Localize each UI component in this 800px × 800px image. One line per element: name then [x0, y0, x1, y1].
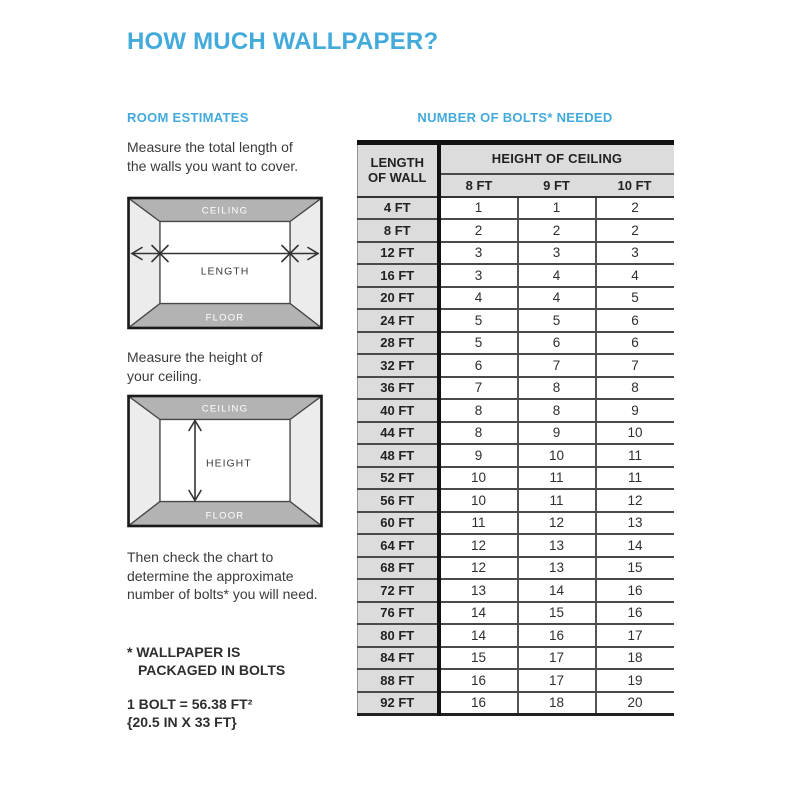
wall-length-cell: 52 FT — [358, 467, 439, 490]
wall-length-cell: 84 FT — [358, 647, 439, 670]
text-line: determine the approximate — [127, 567, 294, 584]
wall-length-cell: 48 FT — [358, 444, 439, 467]
bolt-count-cell: 20 — [596, 692, 674, 715]
column-header-8ft: 8 FT — [439, 174, 518, 197]
bolt-count-cell: 17 — [518, 669, 596, 692]
bolt-count-cell: 12 — [439, 534, 518, 557]
bolt-count-cell: 5 — [596, 287, 674, 310]
column-header-10ft: 10 FT — [596, 174, 674, 197]
wall-length-cell: 4 FT — [358, 197, 439, 220]
text-line: * WALLPAPER IS — [127, 644, 241, 660]
text-line: 1 BOLT = 56.38 FT² — [127, 696, 253, 712]
room-estimates-heading: ROOM ESTIMATES — [127, 110, 249, 125]
bolt-count-cell: 2 — [596, 219, 674, 242]
length-room-diagram — [127, 196, 323, 330]
bolt-count-cell: 13 — [596, 512, 674, 535]
table-row — [358, 557, 674, 580]
bolt-count-cell: 16 — [439, 669, 518, 692]
bolt-count-cell: 10 — [439, 489, 518, 512]
bolt-count-cell: 3 — [439, 264, 518, 287]
wall-length-cell: 68 FT — [358, 557, 439, 580]
floor-label: FLOOR — [205, 312, 245, 324]
wall-length-cell: 8 FT — [358, 219, 439, 242]
bolts-table-body — [358, 197, 674, 715]
wall-length-cell: 12 FT — [358, 242, 439, 265]
page-title: HOW MUCH WALLPAPER? — [127, 28, 439, 55]
wall-length-cell: 64 FT — [358, 534, 439, 557]
bolt-size-info — [127, 695, 252, 731]
text-line: OF WALL — [368, 170, 427, 186]
bolt-count-cell: 17 — [518, 647, 596, 670]
table-row — [358, 197, 674, 220]
wall-length-cell: 72 FT — [358, 579, 439, 602]
table-row — [358, 332, 674, 355]
table-row — [358, 489, 674, 512]
bolt-count-cell: 18 — [518, 692, 596, 715]
wall-length-cell: 76 FT — [358, 602, 439, 625]
bolt-count-cell: 5 — [518, 309, 596, 332]
table-row — [358, 512, 674, 535]
table-row — [358, 399, 674, 422]
height-label: HEIGHT — [206, 457, 252, 470]
text-line: {20.5 IN X 33 FT} — [127, 714, 237, 730]
bolt-count-cell: 15 — [439, 647, 518, 670]
table-row — [358, 624, 674, 647]
bolt-count-cell: 11 — [518, 467, 596, 490]
wall-length-cell: 80 FT — [358, 624, 439, 647]
bolt-count-cell: 10 — [439, 467, 518, 490]
text-line: PACKAGED IN BOLTS — [138, 662, 286, 678]
bolt-count-cell: 5 — [439, 332, 518, 355]
bolt-count-cell: 15 — [518, 602, 596, 625]
text-line: Measure the total length of — [127, 139, 293, 155]
bolt-count-cell: 3 — [518, 242, 596, 265]
bolt-count-cell: 2 — [596, 197, 674, 220]
table-row — [358, 692, 674, 715]
bolt-count-cell: 9 — [518, 422, 596, 445]
wall-length-header — [358, 143, 439, 197]
text-line: your ceiling. — [127, 367, 202, 384]
bolt-count-cell: 16 — [596, 602, 674, 625]
text-line: LENGTH — [370, 155, 424, 171]
bolt-count-cell: 7 — [439, 377, 518, 400]
wall-length-cell: 44 FT — [358, 422, 439, 445]
bolt-count-cell: 12 — [596, 489, 674, 512]
table-row — [358, 579, 674, 602]
table-row — [358, 422, 674, 445]
bolt-count-cell: 11 — [596, 467, 674, 490]
bolts-needed-table — [357, 140, 674, 716]
bolt-count-cell: 10 — [596, 422, 674, 445]
bolt-count-cell: 14 — [439, 602, 518, 625]
table-row — [358, 264, 674, 287]
wall-length-cell: 40 FT — [358, 399, 439, 422]
bolt-count-cell: 18 — [596, 647, 674, 670]
bolt-count-cell: 14 — [518, 579, 596, 602]
bolt-count-cell: 19 — [596, 669, 674, 692]
bolt-count-cell: 16 — [596, 579, 674, 602]
table-row — [358, 377, 674, 400]
bolt-count-cell: 14 — [439, 624, 518, 647]
bolt-count-cell: 13 — [518, 534, 596, 557]
bolts-table-container — [357, 140, 674, 716]
bolt-count-cell: 1 — [439, 197, 518, 220]
text-line: the walls you want to cover. — [127, 157, 299, 174]
table-row — [358, 444, 674, 467]
bolt-count-cell: 2 — [439, 219, 518, 242]
wall-length-cell: 24 FT — [358, 309, 439, 332]
bolt-count-cell: 7 — [596, 354, 674, 377]
bolt-count-cell: 6 — [596, 309, 674, 332]
ceiling-height-header: HEIGHT OF CEILING — [439, 143, 674, 174]
ceiling-label: CEILING — [201, 403, 249, 415]
bolt-count-cell: 7 — [518, 354, 596, 377]
wall-length-cell: 60 FT — [358, 512, 439, 535]
table-row — [358, 287, 674, 310]
bolt-count-cell: 4 — [439, 287, 518, 310]
bolt-count-cell: 9 — [596, 399, 674, 422]
back-wall-face — [160, 222, 290, 304]
bolt-count-cell: 1 — [518, 197, 596, 220]
bolt-count-cell: 8 — [439, 422, 518, 445]
bolt-count-cell: 14 — [596, 534, 674, 557]
table-row — [358, 467, 674, 490]
wall-length-cell: 32 FT — [358, 354, 439, 377]
bolt-count-cell: 8 — [439, 399, 518, 422]
table-row — [358, 309, 674, 332]
length-label: LENGTH — [200, 265, 250, 278]
bolt-count-cell: 9 — [439, 444, 518, 467]
wall-length-cell: 16 FT — [358, 264, 439, 287]
bolt-count-cell: 4 — [518, 264, 596, 287]
bolt-count-cell: 8 — [518, 399, 596, 422]
wall-length-cell: 56 FT — [358, 489, 439, 512]
bolt-count-cell: 11 — [596, 444, 674, 467]
column-header-9ft: 9 FT — [518, 174, 596, 197]
table-row — [358, 602, 674, 625]
bolt-count-cell: 11 — [439, 512, 518, 535]
step2-instructions — [127, 348, 262, 385]
table-row — [358, 219, 674, 242]
bolt-count-cell: 4 — [596, 264, 674, 287]
bolt-count-cell: 12 — [518, 512, 596, 535]
table-row — [358, 242, 674, 265]
bolt-count-cell: 16 — [439, 692, 518, 715]
table-row — [358, 354, 674, 377]
bolt-count-cell: 8 — [596, 377, 674, 400]
wall-length-cell: 28 FT — [358, 332, 439, 355]
bolt-count-cell: 3 — [439, 242, 518, 265]
bolt-count-cell: 10 — [518, 444, 596, 467]
bolt-count-cell: 5 — [439, 309, 518, 332]
table-row — [358, 534, 674, 557]
step1-instructions — [127, 138, 298, 175]
text-line: Measure the height of — [127, 349, 263, 365]
wall-length-cell: 36 FT — [358, 377, 439, 400]
bolt-count-cell: 6 — [439, 354, 518, 377]
wall-length-cell: 88 FT — [358, 669, 439, 692]
wall-length-cell: 20 FT — [358, 287, 439, 310]
bolt-count-cell: 13 — [518, 557, 596, 580]
table-row — [358, 669, 674, 692]
bolt-count-cell: 11 — [518, 489, 596, 512]
table-row — [358, 647, 674, 670]
bolt-count-cell: 17 — [596, 624, 674, 647]
bolt-count-cell: 12 — [439, 557, 518, 580]
header-row-1 — [358, 143, 674, 174]
text-line: number of bolts* you will need. — [127, 586, 318, 602]
bolt-count-cell: 4 — [518, 287, 596, 310]
bolt-count-cell: 8 — [518, 377, 596, 400]
bolt-count-cell: 15 — [596, 557, 674, 580]
bolt-count-cell: 3 — [596, 242, 674, 265]
bolts-table-heading: NUMBER OF BOLTS* NEEDED — [417, 110, 613, 125]
wall-length-cell: 92 FT — [358, 692, 439, 715]
step3-instructions — [127, 548, 318, 604]
bolt-count-cell: 2 — [518, 219, 596, 242]
ceiling-label: CEILING — [201, 205, 249, 217]
wallpaper-bolts-footnote — [127, 643, 285, 679]
bolt-count-cell: 16 — [518, 624, 596, 647]
bolt-count-cell: 6 — [518, 332, 596, 355]
floor-label: FLOOR — [205, 510, 245, 522]
text-line: Then check the chart to — [127, 549, 274, 565]
bolt-count-cell: 13 — [439, 579, 518, 602]
bolt-count-cell: 6 — [596, 332, 674, 355]
height-room-diagram — [127, 394, 323, 528]
